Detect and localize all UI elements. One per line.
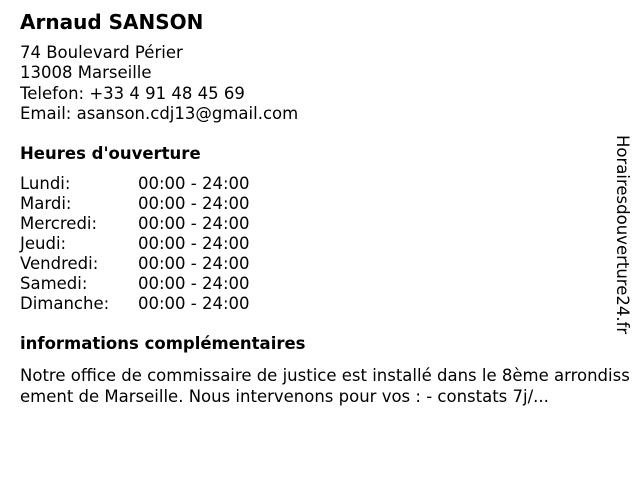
site-watermark: Horairesdouverture24.fr	[613, 135, 632, 335]
day-label: Vendredi:	[20, 254, 99, 273]
time-range: 00:00 - 24:00	[138, 194, 250, 213]
day-label: Lundi:	[20, 174, 71, 193]
hours-row-thursday	[20, 234, 250, 254]
time-range: 00:00 - 24:00	[138, 174, 250, 193]
hours-row-saturday	[20, 274, 250, 294]
opening-hours-heading: Heures d'ouverture	[20, 144, 201, 163]
day-label: Mercredi:	[20, 214, 98, 233]
time-range: 00:00 - 24:00	[138, 234, 250, 253]
business-name: Arnaud SANSON	[20, 10, 204, 34]
time-range: 00:00 - 24:00	[138, 254, 250, 273]
time-range: 00:00 - 24:00	[138, 294, 250, 313]
hours-row-sunday	[20, 294, 250, 314]
day-label: Samedi:	[20, 274, 88, 293]
email-address: Email: asanson.cdj13@gmail.com	[20, 103, 299, 123]
city-postcode: 13008 Marseille	[20, 63, 152, 83]
time-range: 00:00 - 24:00	[138, 214, 250, 233]
phone-number: Telefon: +33 4 91 48 45 69	[20, 83, 245, 103]
opening-hours-table	[20, 174, 250, 314]
hours-row-wednesday	[20, 214, 250, 234]
contact-block	[20, 43, 298, 124]
hours-row-tuesday	[20, 194, 250, 214]
time-range: 00:00 - 24:00	[138, 274, 250, 293]
hours-row-monday	[20, 174, 250, 194]
additional-info-heading: informations complémentaires	[20, 334, 306, 353]
day-label: Dimanche:	[20, 294, 110, 313]
business-description: Notre office de commissaire de justice est installé dans le 8ème arrondissement de Marseille. Nous intervenons pour vos : - constats 7j/...	[20, 366, 630, 406]
day-label: Mardi:	[20, 194, 72, 213]
hours-row-friday	[20, 254, 250, 274]
day-label: Jeudi:	[20, 234, 67, 253]
street-address: 74 Boulevard Périer	[20, 43, 183, 62]
